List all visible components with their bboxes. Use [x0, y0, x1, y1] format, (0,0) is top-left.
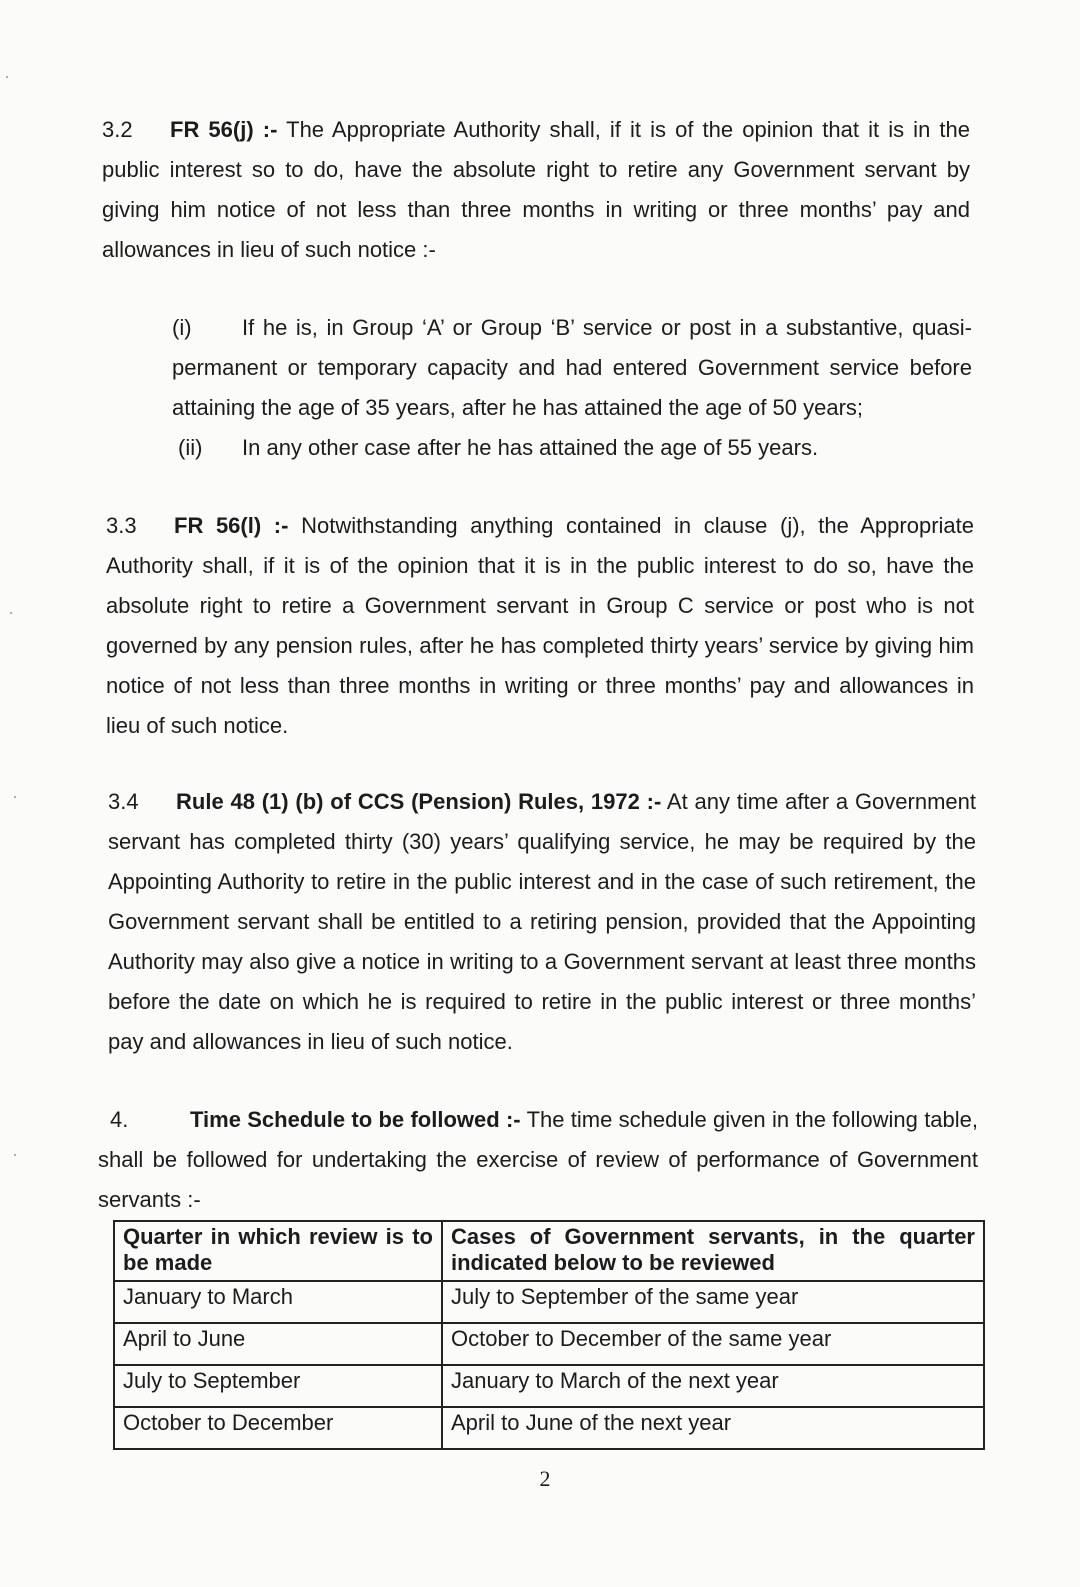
table-cell: October to December: [114, 1407, 442, 1449]
section-heading: Rule 48 (1) (b) of CCS (Pension) Rules, 1972 :-: [176, 789, 662, 814]
section-text: The time schedule given in the following table, shall be followed for undertaking the exercise of review of performance of Government servants :-: [98, 1107, 979, 1212]
scan-speck: [14, 796, 16, 798]
scan-speck: [6, 76, 8, 78]
table-cell: October to December of the same year: [442, 1323, 984, 1365]
table-row: [114, 1365, 984, 1407]
section-3-4: [108, 782, 976, 1062]
time-schedule-table: [113, 1220, 985, 1450]
section-3-3: [106, 506, 974, 746]
table-cell: January to March: [114, 1281, 442, 1323]
table-cell: April to June of the next year: [442, 1407, 984, 1449]
section-heading: Time Schedule to be followed :-: [190, 1107, 521, 1132]
clause-ii: [178, 428, 978, 468]
page-number: 2: [539, 1466, 551, 1491]
table-cell: July to September of the same year: [442, 1281, 984, 1323]
table-cell: July to September: [114, 1365, 442, 1407]
clause-text: If he is, in Group ‘A’ or Group ‘B’ service or post in a substantive, quasi-permanent or temporary capacity and had entered Government service before attaining the age of 35 years, after he has attained the age of 50 years;: [172, 315, 972, 420]
clause-marker: (i): [172, 315, 192, 340]
section-heading: FR 56(j) :-: [170, 117, 278, 142]
section-number: 4.: [110, 1107, 129, 1132]
table-row: [114, 1407, 984, 1449]
scan-speck: [14, 1154, 16, 1156]
section-number: 3.4: [108, 789, 139, 814]
section-text: At any time after a Government servant has completed thirty (30) years’ qualifying service, he may be required by the Appointing Authority to retire in the public interest and in the case of such retirement, the Government servant shall be entitled to a retiring pension, provided that the Appointing Authority may also give a notice in writing to a Government servant at least three months before the date on which he is required to retire in the public interest or three months’ pay and allowances in lieu of such notice.: [108, 789, 976, 1054]
table-row: [114, 1281, 984, 1323]
section-3-2: [102, 110, 970, 270]
section-text: The Appropriate Authority shall, if it is of the opinion that it is in the public interest so to do, have the absolute right to retire any Government servant by giving him notice of not less than three months in writing or three months’ pay and allowances in lieu of such notice :-: [102, 117, 970, 262]
table-header-cell: Quarter in which review is to be made: [114, 1221, 442, 1281]
section-number: 3.3: [106, 513, 137, 538]
table-cell: January to March of the next year: [442, 1365, 984, 1407]
clause-text: In any other case after he has attained the age of 55 years.: [242, 435, 819, 460]
table-row: [114, 1323, 984, 1365]
clause-i: [172, 308, 972, 428]
section-heading: FR 56(l) :-: [174, 513, 289, 538]
clause-marker: (ii): [178, 435, 203, 460]
section-text: Notwithstanding anything contained in clause (j), the Appropriate Authority shall, if it is of the opinion that it is in the public interest to do so, have the absolute right to retire a Government servant in Group C service or post who is not governed by any pension rules, after he has completed thirty years’ service by giving him notice of not less than three months in writing or three months’ pay and allowances in lieu of such notice.: [106, 513, 974, 738]
table-header-cell: Cases of Government servants, in the quarter indicated below to be reviewed: [442, 1221, 984, 1281]
section-4: [98, 1100, 978, 1220]
scan-speck: [10, 612, 12, 614]
section-number: 3.2: [102, 117, 133, 142]
table-cell: April to June: [114, 1323, 442, 1365]
table-header-row: [114, 1221, 984, 1281]
